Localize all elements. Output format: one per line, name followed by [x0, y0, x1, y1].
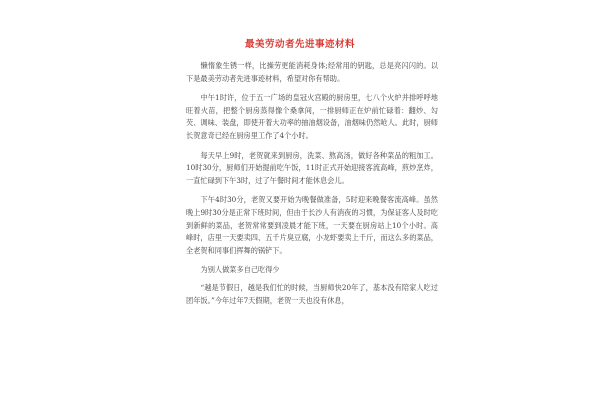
document-title: 最美劳动者先进事迹材料 [244, 39, 355, 50]
paragraph-holidays: “越是节假日，越是我们忙的时候，当厨师快20年了，基本没有陪家人吃过团年饭。”今年过年7天假期，老贺一天也没有休息， [186, 282, 438, 305]
paragraph-kitchen-scene: 中午1时许，位于五一广场的皇冠火宫殿的厨房里，七八个火炉并排呼呼地旺着火苗，把整个厨房蒸得像个桑拿间，一排厨师正在炉前忙碌着：翻炒、勾芡、调味、装盘，即使开着大功率的抽油烟设备，油烟味仍然呛人。此时，厨师长贺意奇已经在厨房里工作了4个小时。 [186, 93, 438, 140]
paragraph-subheading: 为别人做菜多自己吃得少 [200, 265, 280, 275]
paragraph-intro: 懒惰象生锈一样，比操劳更能消耗身体;经常用的钥匙，总是亮闪闪的。以下是最美劳动者先进事迹材料，希望对你有帮助。 [186, 61, 438, 83]
paragraph-morning-routine: 每天早上9时，老贺就来到厨房，洗菜、熬高汤，做好各种菜品的粗加工。10时30分，厨师们开始提前吃午饭，11时正式开始迎接客流高峰，煎炒烹炸，一直忙碌到下午3时，过了午餐时间才能休息会儿。 [186, 150, 438, 185]
document-body [186, 60, 438, 314]
paragraph-evening-routine: 下午4时30分，老贺又要开始为晚餐做准备，5时迎来晚餐客流高峰。虽然晚上9时30分是正常下班时间，但由于长沙人有消夜的习惯，为保证客人及时吃到新鲜的菜品，老贺常常要到凌晨才能下班，一天要在厨房站上10个小时。高峰时，店里一天要卖四、五千片臭豆腐，小龙虾要卖上千斤，而这么多的菜品，全老贺和同事们挥舞的锅铲下。 [186, 195, 438, 255]
